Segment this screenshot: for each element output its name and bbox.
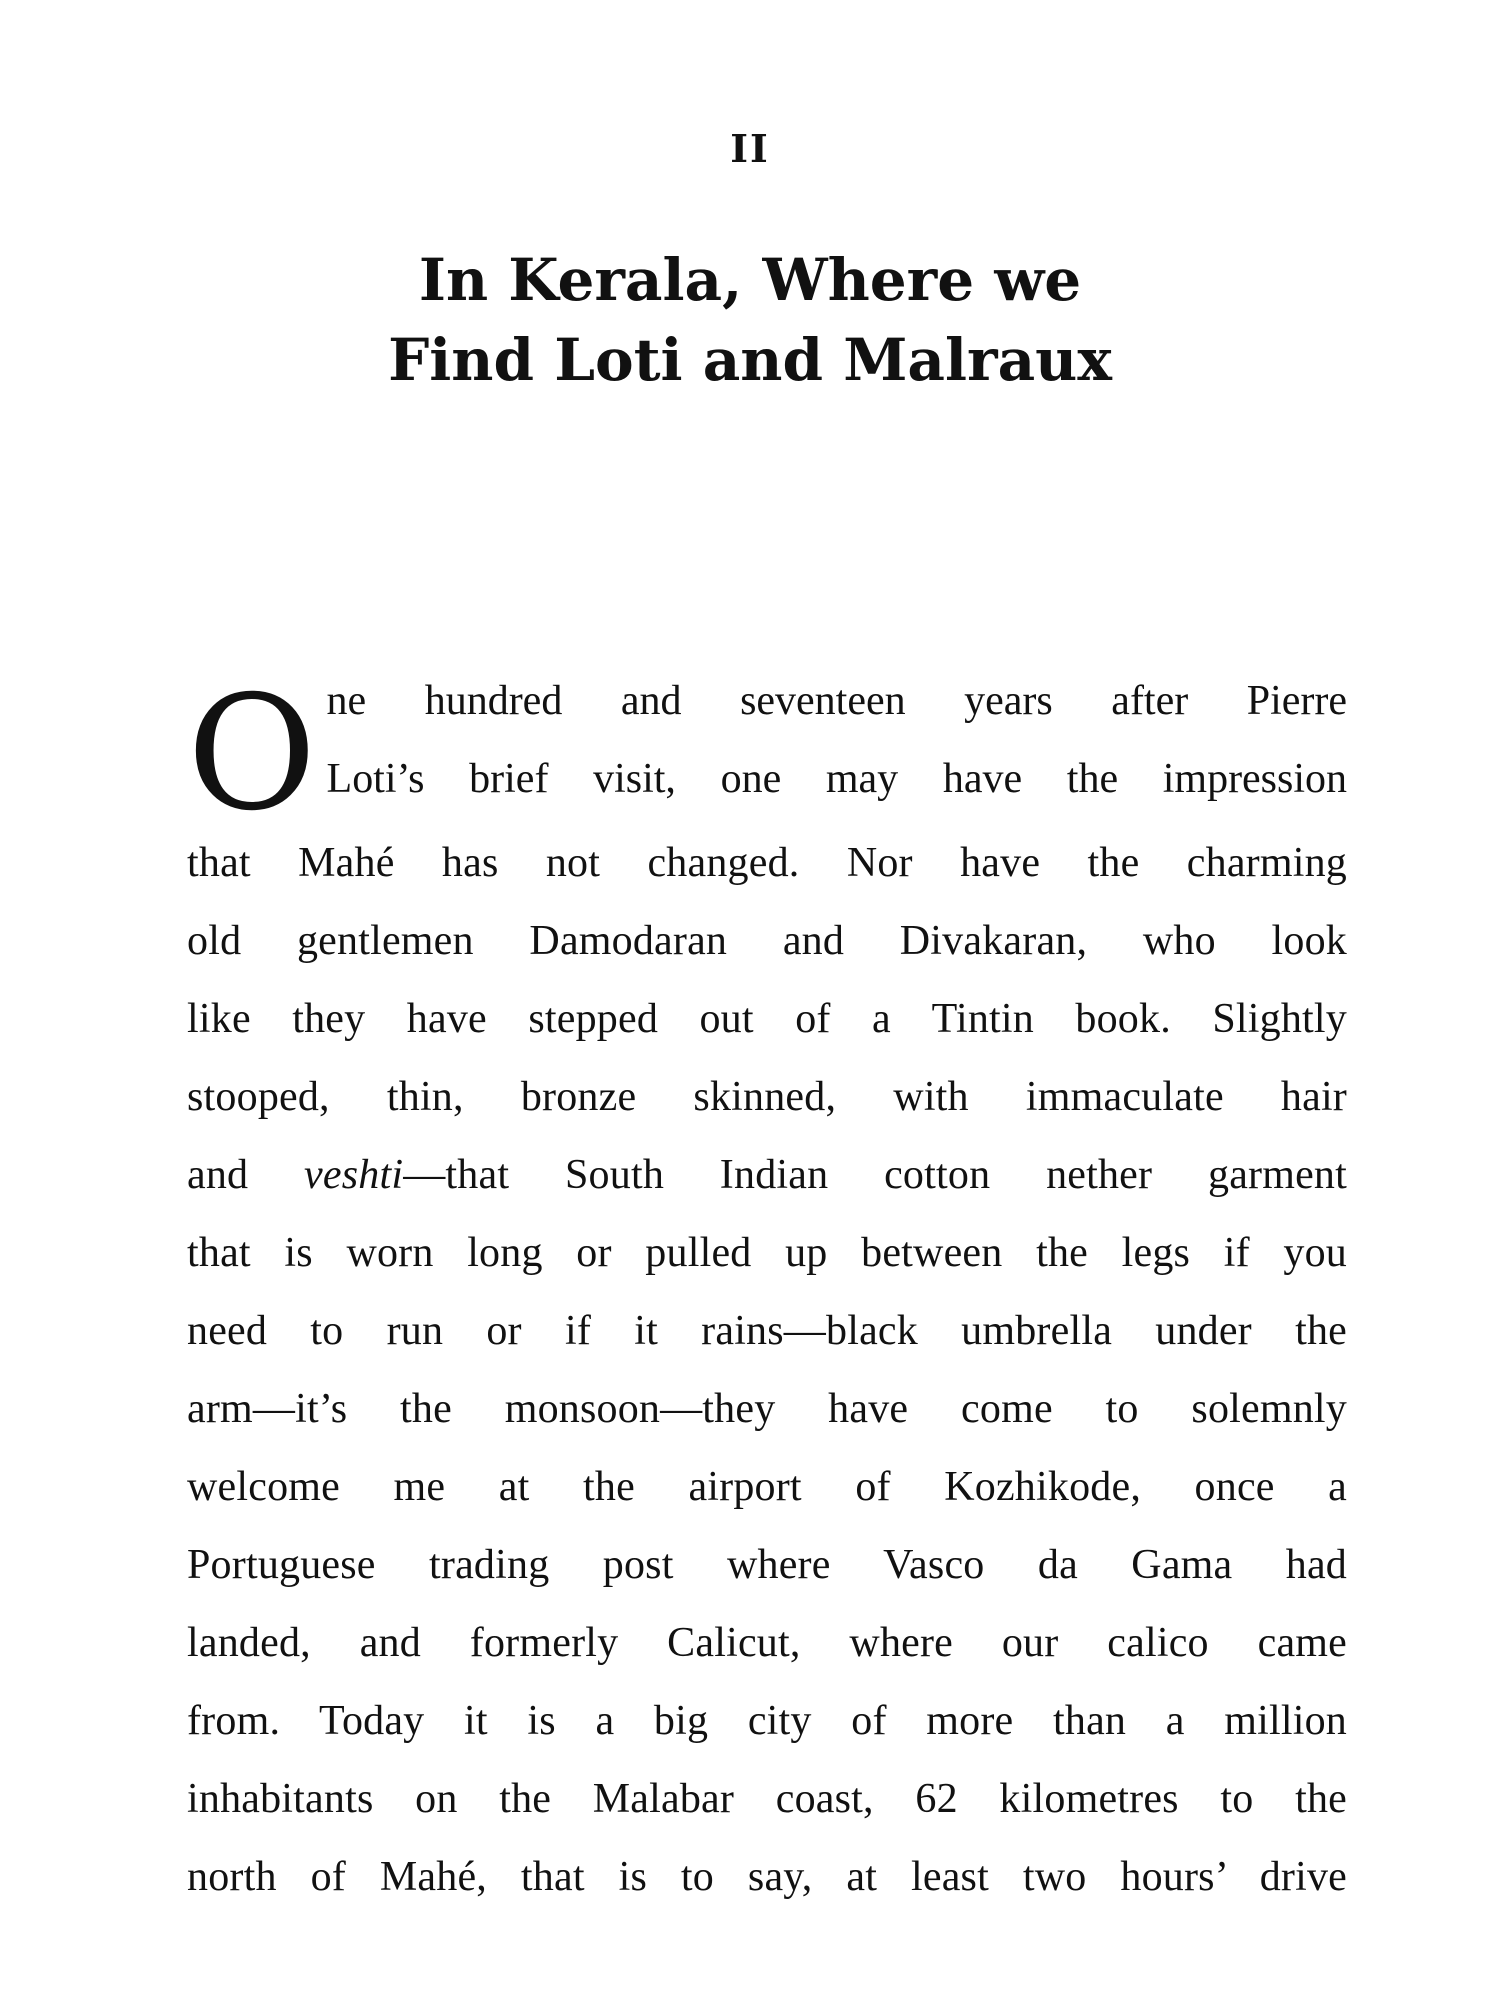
chapter-title-line-2: Find Loti and Malraux xyxy=(388,326,1112,394)
text-line-4: old gentlemen Damodaran and Divakaran, who look xyxy=(187,918,1347,964)
chapter-title-line-1: In Kerala, Where we xyxy=(418,246,1082,314)
text-line-13: landed, and formerly Calicut, where our calico came xyxy=(187,1620,1347,1666)
text-line-2: Loti’s brief visit, one may have the impression xyxy=(326,756,1347,802)
text-line-14: from. Today it is a big city of more than a million xyxy=(187,1698,1347,1744)
chapter-title xyxy=(0,240,1500,400)
text-line-16: north of Mahé, that is to say, at least two hours’ drive xyxy=(187,1854,1347,1900)
text-line-7 xyxy=(187,1136,1347,1214)
body-text xyxy=(187,662,1347,1916)
text-line-11: welcome me at the airport of Kozhikode, once a xyxy=(187,1464,1347,1510)
text-line-6: stooped, thin, bronze skinned, with immaculate hair xyxy=(187,1074,1347,1120)
text-line-5: like they have stepped out of a Tintin book. Slightly xyxy=(187,996,1347,1042)
text-line-8: that is worn long or pulled up between the legs if you xyxy=(187,1230,1347,1276)
text-line-1: ne hundred and seventeen years after Pierre xyxy=(326,678,1347,724)
text-line-7-post: —that South Indian cotton nether garment xyxy=(403,1152,1348,1198)
text-line-7-pre: and xyxy=(187,1152,305,1198)
text-line-15: inhabitants on the Malabar coast, 62 kilometres to the xyxy=(187,1776,1347,1822)
text-line-12: Portuguese trading post where Vasco da Gama had xyxy=(187,1542,1347,1588)
text-line-3: that Mahé has not changed. Nor have the charming xyxy=(187,840,1347,886)
text-line-10: arm—it’s the monsoon—they have come to solemnly xyxy=(187,1386,1347,1432)
chapter-number: II xyxy=(730,126,770,171)
opening-paragraph-start xyxy=(187,662,1347,824)
veshti-italic: veshti xyxy=(304,1152,404,1198)
text-line-9: need to run or if it rains—black umbrella under the xyxy=(187,1308,1347,1354)
drop-cap: O xyxy=(187,662,317,824)
